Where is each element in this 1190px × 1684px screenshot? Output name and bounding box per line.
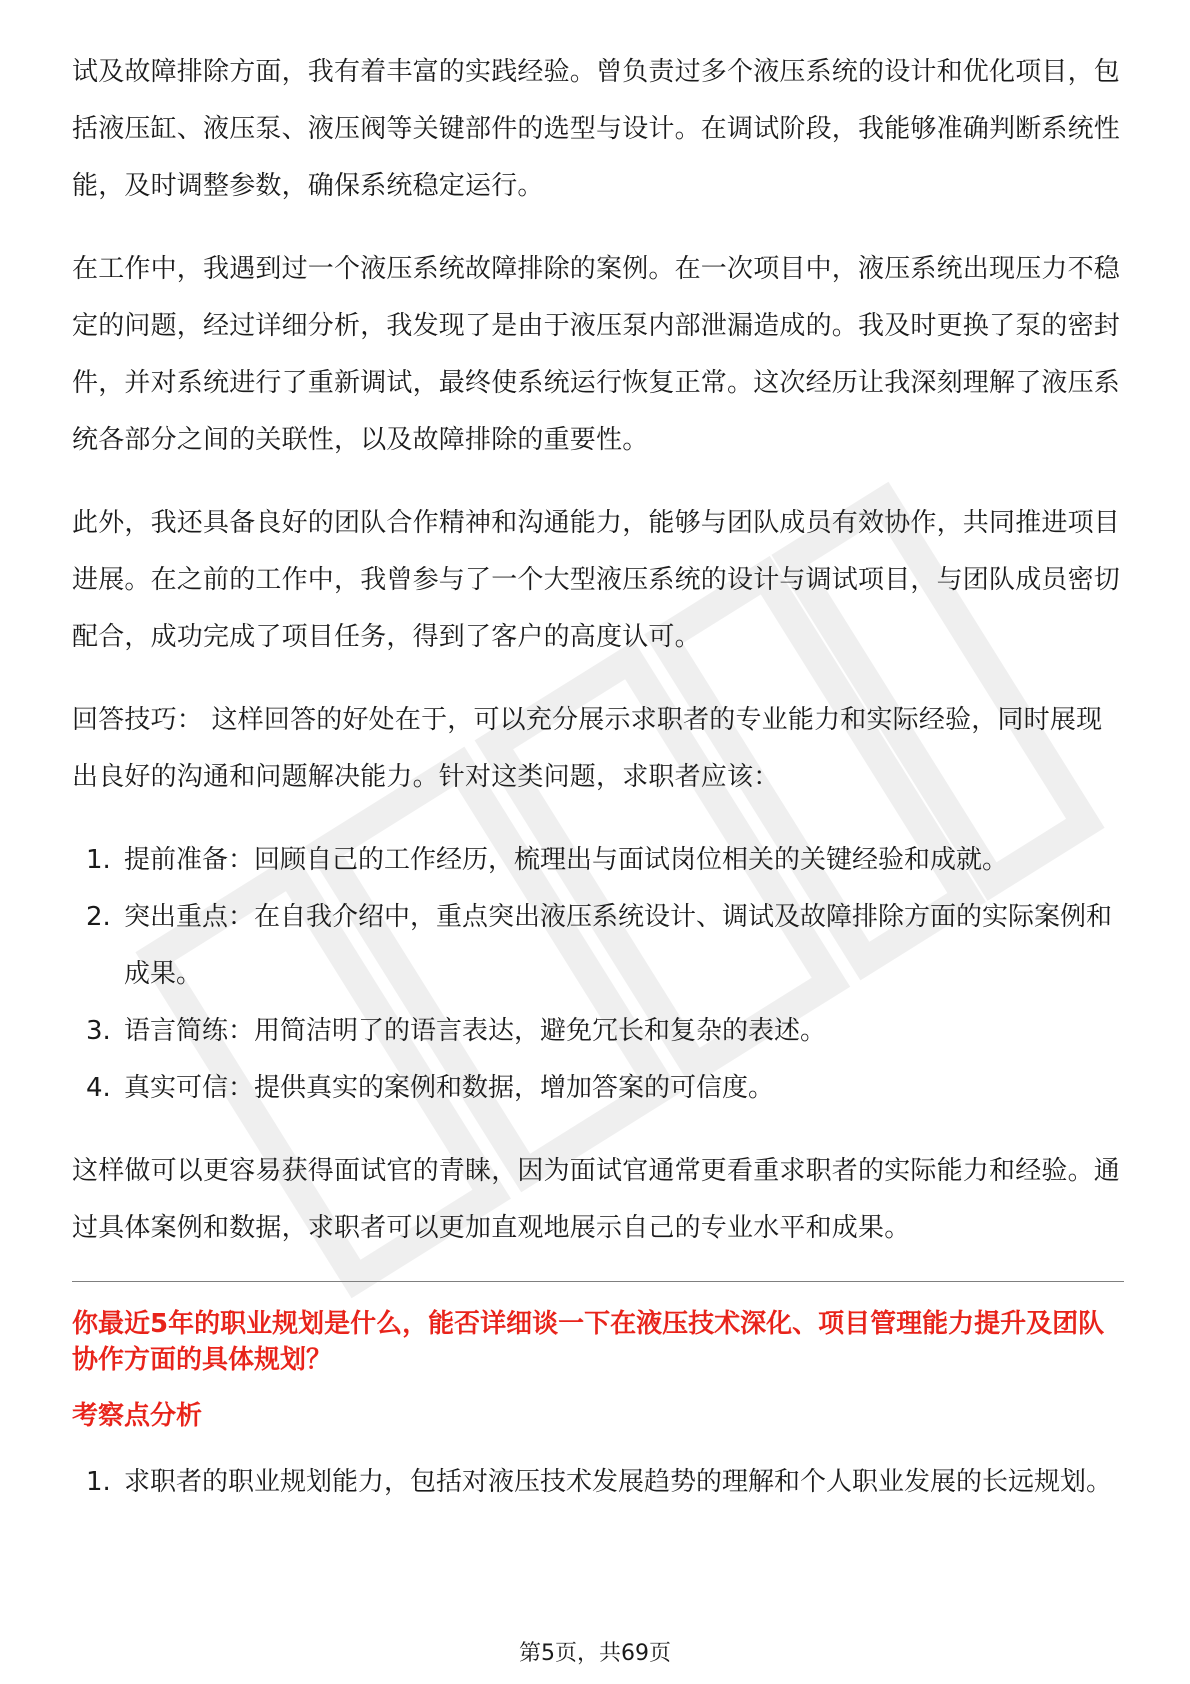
question-heading: 你最近5年的职业规划是什么，能否详细谈一下在液压技术深化、项目管理能力提升及团队协作方面的具体规划？ [72, 1309, 1105, 1375]
tips-list [72, 832, 1124, 1117]
list-item: 1. 求职者的职业规划能力，包括对液压技术发展趋势的理解和个人职业发展的长远规划。 [86, 1467, 1113, 1497]
paragraph-experience: 试及故障排除方面，我有着丰富的实践经验。曾负责过多个液压系统的设计和优化项目，包括液压缸、液压泵、液压阀等关键部件的选型与设计。在调试阶段，我能够准确判断系统性能，及时调整参数，确保系统稳定运行。 [72, 57, 1121, 201]
analysis-list [72, 1454, 1124, 1511]
paragraph-case: 在工作中，我遇到过一个液压系统故障排除的案例。在一次项目中，液压系统出现压力不稳定的问题，经过详细分析，我发现了是由于液压泵内部泄漏造成的。我及时更换了泵的密封件，并对系统进行了重新调试，最终使系统运行恢复正常。这次经历让我深刻理解了液压系统各部分之间的关联性，以及故障排除的重要性。 [72, 254, 1121, 455]
paragraph-closing: 这样做可以更容易获得面试官的青睐，因为面试官通常更看重求职者的实际能力和经验。通过具体案例和数据，求职者可以更加直观地展示自己的专业水平和成果。 [72, 1156, 1121, 1243]
analysis-heading: 考察点分析 [72, 1401, 203, 1431]
paragraph-tips-intro: 回答技巧： 这样回答的好处在于，可以充分展示求职者的专业能力和实际经验，同时展现出良好的沟通和问题解决能力。针对这类问题，求职者应该： [72, 705, 1103, 792]
list-item: 3. 语言简练：用简洁明了的语言表达，避免冗长和复杂的表述。 [86, 1016, 827, 1046]
list-item: 4. 真实可信：提供真实的案例和数据，增加答案的可信度。 [86, 1073, 775, 1103]
paragraph-teamwork: 此外，我还具备良好的团队合作精神和沟通能力，能够与团队成员有效协作，共同推进项目进展。在之前的工作中，我曾参与了一个大型液压系统的设计与调试项目，与团队成员密切配合，成功完成了项目任务，得到了客户的高度认可。 [72, 508, 1121, 652]
page-footer: 第5页，共69页 [519, 1641, 671, 1666]
section-divider [72, 1281, 1124, 1282]
list-item: 1. 提前准备：回顾自己的工作经历，梳理出与面试岗位相关的关键经验和成就。 [86, 845, 1009, 875]
list-item: 2. 突出重点：在自我介绍中，重点突出液压系统设计、调试及故障排除方面的实际案例和成果。 [86, 902, 1113, 989]
document-body [72, 44, 1124, 1537]
